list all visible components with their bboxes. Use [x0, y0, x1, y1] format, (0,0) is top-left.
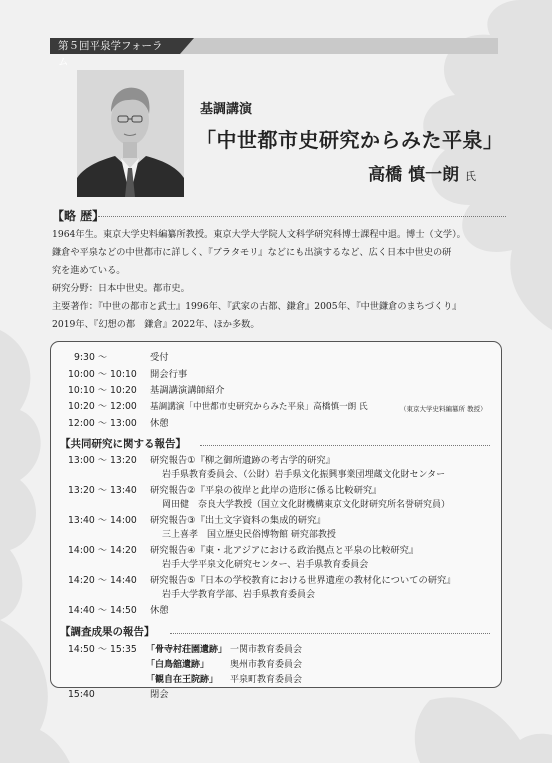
- speaker-photo: [77, 70, 184, 197]
- schedule-desc: 研究報告②『平泉の彼岸と此岸の造形に係る比較研究』: [150, 485, 382, 496]
- schedule-desc: 基調講演「中世都市史研究からみた平泉」高橋慎一朗 氏: [150, 402, 368, 412]
- speaker-name-line: [368, 160, 476, 185]
- schedule-time: 14:50 ～ 15:35: [68, 644, 137, 655]
- schedule-desc: 休憩: [150, 605, 169, 616]
- keynote-label: 基調講演: [200, 102, 253, 117]
- bio-line: 研究分野：日本中世史。都市史。: [52, 283, 190, 294]
- speaker-name: 高橋 慎一朗: [368, 165, 460, 185]
- schedule-desc: 研究報告④『東・北アジアにおける政治拠点と平泉の比較研究』: [150, 545, 419, 556]
- bio-line: 主要著作：『中世の都市と武士』1996年、『武家の古都、鎌倉』2005年、『中世鎌倉のまちづくり』: [52, 301, 462, 312]
- schedule-presenter: 岩手大学平泉文化研究センター、岩手県教育委員会: [162, 560, 369, 570]
- schedule-time: 9:30 ～: [74, 352, 108, 363]
- bio-line: 1964年生。東京大学史料編纂所教授。東京大学大学院人文科学研究科博士課程中退。博士（文学）。: [52, 229, 466, 240]
- schedule-time: 14:40 ～ 14:50: [68, 605, 137, 616]
- survey-org: 奥州市教育委員会: [230, 660, 303, 670]
- survey-site: 「観自在王院跡」: [146, 675, 219, 685]
- schedule-time: 14:20 ～ 14:40: [68, 575, 137, 586]
- schedule-time: 13:40 ～ 14:00: [68, 515, 137, 526]
- schedule-presenter: 岩手県教育委員会、（公財）岩手県文化振興事業団埋蔵文化財センター: [162, 470, 446, 480]
- survey-org: 平泉町教育委員会: [230, 675, 303, 685]
- schedule-desc: 研究報告①『柳之御所遺跡の考古学的研究』: [150, 455, 335, 466]
- forum-banner: [50, 38, 498, 68]
- schedule-time: 13:00 ～ 13:20: [68, 455, 137, 466]
- bio-line: 究を進めている。: [52, 265, 126, 276]
- schedule-time: 10:00 ～ 10:10: [68, 369, 137, 380]
- schedule-desc: 研究報告③『出土文字資料の集成的研究』: [150, 515, 326, 526]
- bio-line: 2019年、『幻想の都 鎌倉』2022年、ほか多数。: [52, 319, 260, 330]
- bio-line: 鎌倉や平泉などの中世都市に詳しく、『ブラタモリ』などにも出演するなど、広く日本中世史の研: [52, 247, 452, 258]
- schedule-desc: 基調講演講師紹介: [150, 385, 225, 396]
- schedule-desc: 休憩: [150, 418, 169, 429]
- schedule-desc: 開会行事: [150, 369, 188, 380]
- forum-banner-label: 第５回平泉学フォーラム: [50, 38, 180, 54]
- bio-text: [52, 226, 508, 334]
- bio-heading: 【略 歴】: [52, 209, 105, 223]
- section-dotted-rule: [170, 633, 490, 634]
- schedule-desc: 閉会: [150, 689, 169, 700]
- schedule-note: （東京大学史料編纂所 教授）: [400, 405, 487, 413]
- schedule-time: 15:40: [68, 689, 95, 700]
- survey-org: 一関市教育委員会: [230, 645, 303, 655]
- schedule-desc: 研究報告⑤『日本の学校教育における世界遺産の教材化についての研究』: [150, 575, 456, 586]
- schedule-time: 14:00 ～ 14:20: [68, 545, 137, 556]
- section-dotted-rule: [200, 445, 490, 446]
- survey-heading: 【調査成果の報告】: [60, 626, 155, 638]
- schedule-time: 13:20 ～ 13:40: [68, 485, 137, 496]
- speaker-honorific: 氏: [465, 170, 476, 183]
- schedule-presenter: 岩手大学教育学部、岩手県教育委員会: [162, 590, 316, 600]
- schedule-presenter: 三上喜孝 国立歴史民俗博物館 研究部教授: [162, 530, 336, 540]
- survey-site: 「白鳥舘遺跡」: [146, 660, 210, 670]
- schedule-desc: 受付: [150, 352, 169, 363]
- schedule-time: 12:00 ～ 13:00: [68, 418, 137, 429]
- schedule-time: 10:10 ～ 10:20: [68, 385, 137, 396]
- keynote-title: 「中世都市史研究からみた平泉」: [196, 128, 504, 152]
- survey-site: 「骨寺村荘園遺跡」: [146, 645, 228, 655]
- schedule-time: 10:20 ～ 12:00: [68, 401, 137, 412]
- bio-dotted-rule: [98, 216, 506, 217]
- joint-research-heading: 【共同研究に関する報告】: [60, 438, 186, 450]
- schedule-presenter: 岡田健 奈良大学教授（国立文化財機構東京文化財研究所名誉研究員）: [162, 500, 451, 510]
